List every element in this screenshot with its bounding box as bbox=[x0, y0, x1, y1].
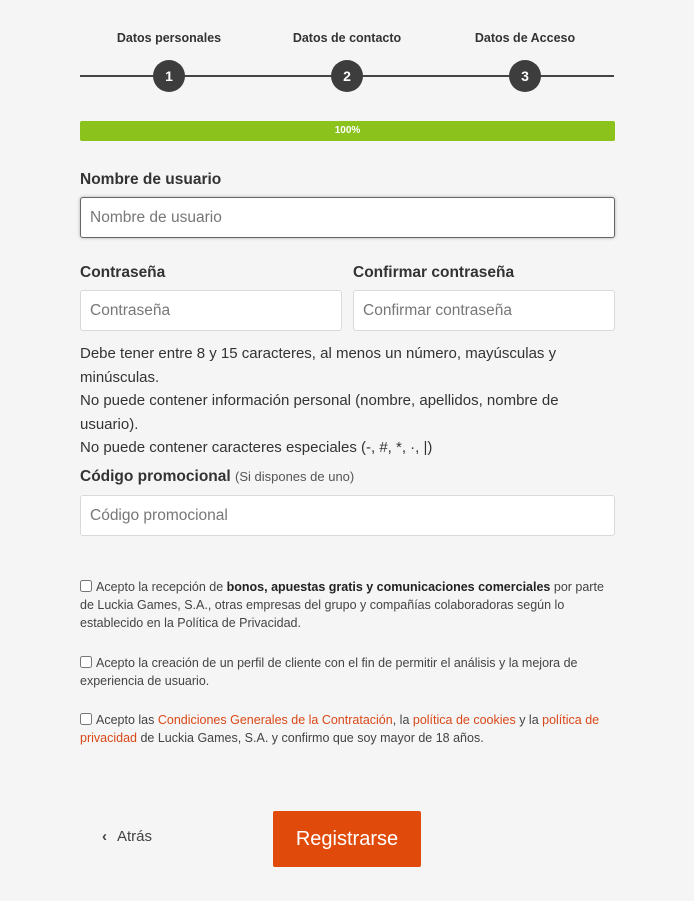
step-3-label: Datos de Acceso bbox=[474, 31, 576, 45]
step-2-number: 2 bbox=[331, 60, 363, 92]
consent-marketing-bold: bonos, apuestas gratis y comunicaciones comerciales bbox=[226, 580, 551, 594]
consent-marketing-checkbox[interactable] bbox=[80, 580, 92, 592]
step-2-label: Datos de contacto bbox=[292, 31, 402, 45]
step-1 bbox=[89, 30, 249, 84]
stepper bbox=[80, 30, 614, 94]
consent-terms-checkbox[interactable] bbox=[80, 713, 92, 725]
consent-terms bbox=[80, 711, 614, 747]
username-input[interactable] bbox=[80, 197, 615, 238]
step-3 bbox=[445, 30, 605, 84]
consent-terms-mid2: y la bbox=[515, 713, 543, 727]
confirm-password-label: Confirmar contraseña bbox=[353, 264, 515, 281]
promo-input[interactable] bbox=[80, 495, 615, 536]
promo-label bbox=[80, 468, 354, 486]
confirm-password-input[interactable] bbox=[353, 290, 615, 331]
step-1-label: Datos personales bbox=[116, 31, 222, 45]
consent-profile bbox=[80, 654, 614, 690]
step-1-number: 1 bbox=[153, 60, 185, 92]
back-label: Atrás bbox=[117, 828, 153, 845]
consent-marketing bbox=[80, 578, 614, 632]
consent-terms-pre: Acepto las bbox=[96, 713, 158, 727]
terms-link[interactable]: Condiciones Generales de la Contratación bbox=[157, 713, 393, 727]
chevron-left-icon: ‹ bbox=[102, 828, 107, 845]
progress-bar bbox=[80, 121, 615, 141]
back-button[interactable] bbox=[102, 828, 152, 845]
promo-hint: (Si dispones de uno) bbox=[235, 469, 355, 484]
password-label: Contraseña bbox=[80, 264, 166, 281]
username-label: Nombre de usuario bbox=[80, 171, 222, 188]
consent-profile-checkbox[interactable] bbox=[80, 656, 92, 668]
step-2 bbox=[267, 30, 427, 84]
step-3-number: 3 bbox=[509, 60, 541, 92]
consent-terms-post: de Luckia Games, S.A. y confirmo que soy mayor de 18 años. bbox=[136, 731, 484, 745]
cookies-link[interactable]: política de cookies bbox=[412, 713, 516, 727]
password-input[interactable] bbox=[80, 290, 342, 331]
password-rules bbox=[80, 342, 580, 460]
consent-marketing-pre: Acepto la recepción de bbox=[96, 580, 227, 594]
consent-terms-mid1: , la bbox=[392, 713, 413, 727]
register-button[interactable]: Registrarse bbox=[273, 811, 421, 867]
password-rule: No puede contener caracteres especiales (-, #, *, ·, |) bbox=[80, 439, 433, 456]
password-rule: No puede contener información personal (nombre, apellidos, nombre de usuario). bbox=[80, 392, 559, 433]
consent-marketing-post: por parte de Luckia Games, S.A., otras empresas del grupo y compañías colaboradoras según lo establecido en la Política de Privacidad. bbox=[80, 580, 604, 630]
password-rule: Debe tener entre 8 y 15 caracteres, al menos un número, mayúsculas y minúsculas. bbox=[80, 345, 557, 386]
promo-label-text: Código promocional bbox=[80, 468, 231, 485]
privacy-link[interactable]: política de privacidad bbox=[80, 713, 600, 745]
progress-label: 100% bbox=[334, 125, 361, 136]
consent-profile-text: Acepto la creación de un perfil de cliente con el fin de permitir el análisis y la mejora de experiencia de usuario. bbox=[80, 656, 578, 688]
